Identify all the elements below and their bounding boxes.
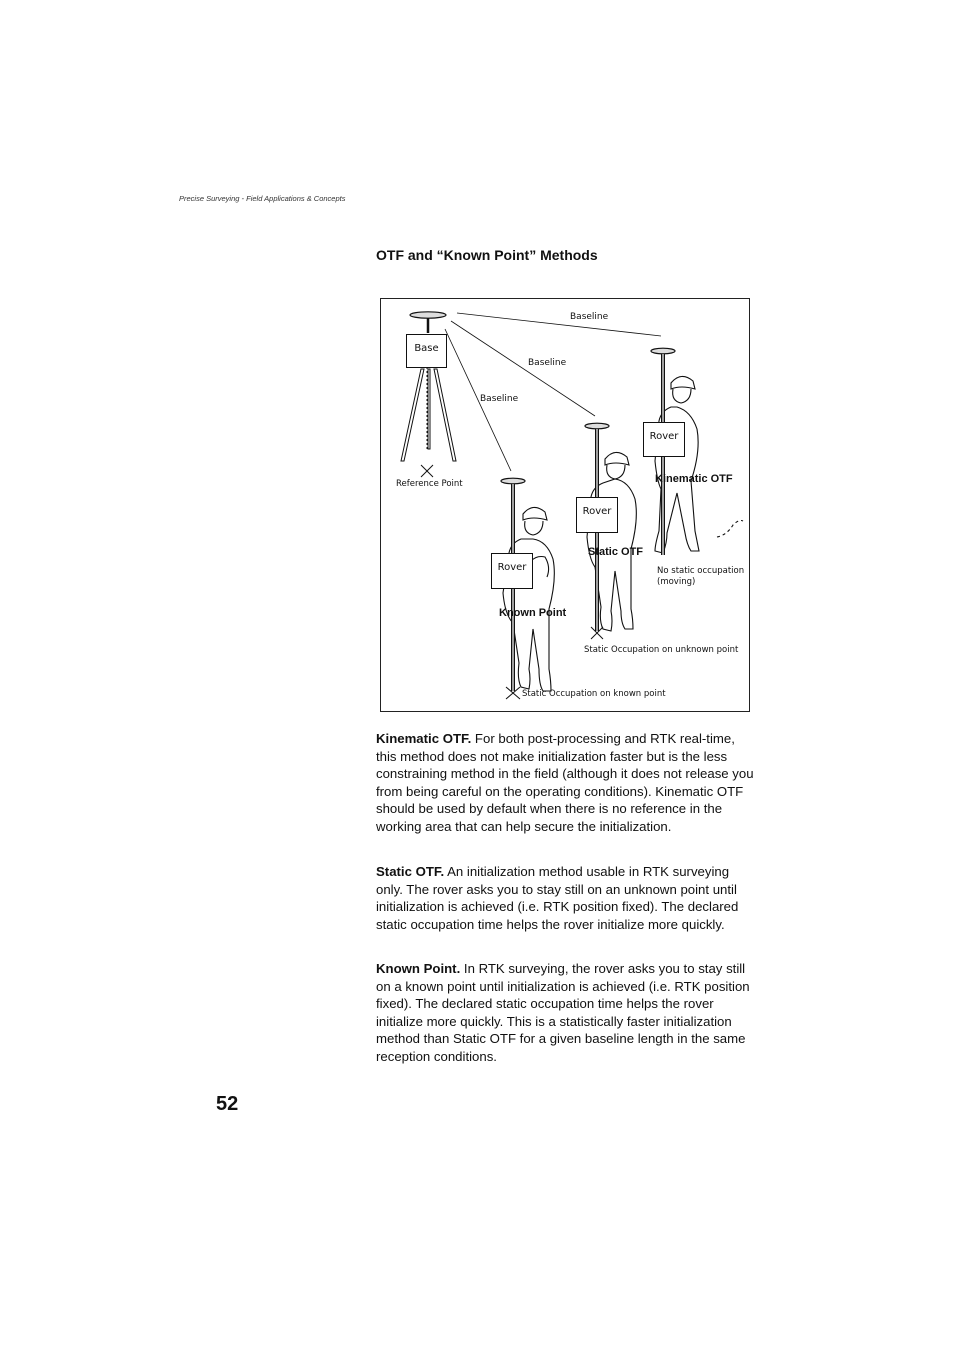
base-box: Base	[406, 334, 447, 368]
paragraph-lead: Static OTF.	[376, 864, 445, 879]
no-static-line1: No static occupation	[657, 566, 745, 576]
reference-point-label: Reference Point	[396, 479, 463, 489]
paragraph-body: In RTK surveying, the rover asks you to stay still on a known point until initialization is achieved (i.e. RTK position fixed). The declared static occupation time helps the rover initialize more quickly. This is a statistically faster initialization method than Static OTF for a given baseline length in the same reception conditions.	[376, 961, 750, 1064]
baseline-label-static: Baseline	[528, 358, 567, 368]
antenna-icon	[651, 348, 675, 354]
paragraph-kinematic-otf	[376, 730, 756, 836]
rover-box-kinematic: Rover	[643, 422, 685, 457]
paragraph-known-point	[376, 960, 756, 1066]
otf-methods-figure	[380, 298, 750, 712]
surveyor-icon	[503, 507, 554, 691]
known-point-label: Known Point	[499, 607, 567, 619]
page-number: 52	[216, 1093, 239, 1115]
baseline-line-static	[451, 321, 595, 416]
paragraph-lead: Known Point.	[376, 961, 461, 976]
baseline-label-kinematic: Baseline	[570, 312, 609, 322]
rover-box-known: Rover	[491, 553, 533, 589]
antenna-icon	[501, 478, 525, 484]
baseline-lines	[445, 313, 661, 471]
static-known-label: Static Occupation on known point	[522, 689, 666, 699]
antenna-icon	[585, 423, 609, 429]
static-unknown-label: Static Occupation on unknown point	[584, 645, 739, 655]
rover-box-static: Rover	[576, 497, 618, 533]
paragraph-body: An initialization method usable in RTK surveying only. The rover asks you to stay still on an unknown point until initialization is achieved (i.e. RTK position fixed). The declared static occupation time helps the rover initialize more quickly.	[376, 864, 739, 932]
antenna-icon	[410, 312, 446, 318]
surveyor-icon	[587, 452, 636, 631]
surveyor-icon	[655, 376, 743, 553]
section-title: OTF and “Known Point” Methods	[376, 247, 598, 263]
no-static-line2: (moving)	[657, 577, 696, 587]
paragraph-lead: Kinematic OTF.	[376, 731, 472, 746]
static-otf-label: Static OTF	[588, 546, 644, 558]
running-header: Precise Surveying - Field Applications & Concepts	[179, 194, 346, 203]
baseline-line-kinematic	[457, 313, 661, 336]
kinematic-otf-label: Kinematic OTF	[655, 473, 733, 485]
baseline-label-known: Baseline	[480, 394, 519, 404]
paragraph-body: For both post-processing and RTK real-time, this method does not make initialization faster but is the less constraining method in the field (although it does not release you from being careful on the operating conditions). Kinematic OTF should be used by default when there is no reference in the working area that can help secure the initialization.	[376, 731, 754, 834]
paragraph-static-otf	[376, 863, 756, 933]
